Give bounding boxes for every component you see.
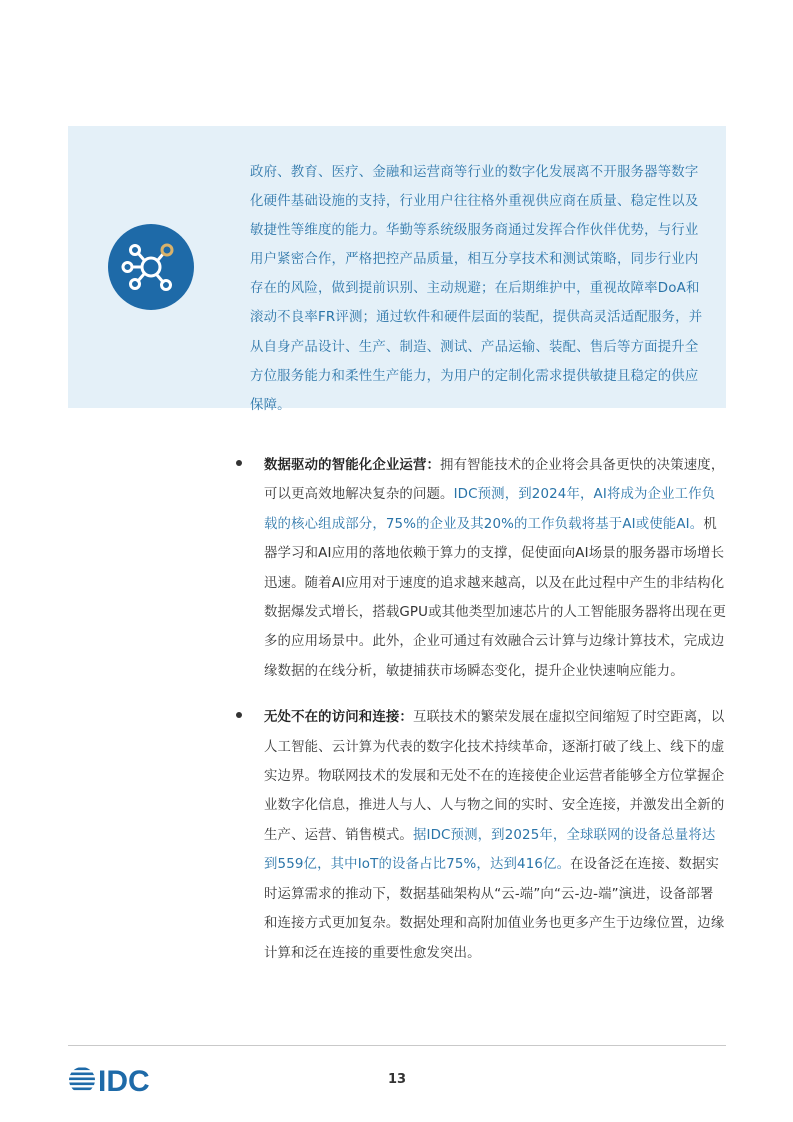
callout-box xyxy=(68,126,726,413)
bullet-body: 拥有智能技术的企业将会具备更快的决策速度，可以更高效地解决复杂的问题。 xyxy=(264,458,725,503)
bullet-list xyxy=(236,451,726,985)
bullet-body: 机器学习和AI应用的落地依赖于算力的支撑，促使面向AI场景的服务器市场增长迅速。随着AI应用对于速度的追求越来越高，以及在此过程中产生的非结构化数据爆发式增长，搭载GPU或其他类型加速芯片的人工智能服务器将出现在更多的应用场景中。此外，企业可通过有效融合云计算与边缘计算技术，完成边缘数据的在线分析，敏捷捕获市场瞬态变化，提升企业快速响应能力。 xyxy=(264,516,726,679)
bullet-title: 数据驱动的智能化企业运营： xyxy=(264,458,441,473)
bullet-text xyxy=(264,451,726,686)
footer-divider xyxy=(68,1045,726,1046)
idc-globe-icon xyxy=(68,1068,96,1091)
idc-logo xyxy=(68,1065,168,1095)
page-number: 13 xyxy=(388,1072,407,1087)
bullet-text xyxy=(264,703,726,968)
bullet-dot xyxy=(236,460,242,466)
list-item xyxy=(236,703,726,968)
callout-text: 政府、教育、医疗、金融和运营商等行业的数字化发展离不开服务器等数字化硬件基础设施的支持，行业用户往往格外重视供应商在质量、稳定性以及敏捷性等维度的能力。华勤等系统级服务商通过发挥合作伙伴优势，与行业用户紧密合作，严格把控产品质量，相互分享技术和测试策略，同步行业内存在的风险，做到提前识别、主动规避；在后期维护中，重视故障率DoA和滚动不良率FR评测；通过软件和硬件层面的装配，提供高灵活适配服务，并从自身产品设计、生产、制造、测试、产品运输、装配、售后等方面提升全方位服务能力和柔性生产能力，为用户的定制化需求提供敏捷且稳定的供应保障。 xyxy=(250,165,703,413)
bullet-highlight: 据IDC预测，到2025年，全球联网的设备总量将达到559亿，其中IoT的设备占比75%，达到416亿。 xyxy=(264,827,716,873)
logo-text: IDC xyxy=(98,1065,150,1095)
bullet-dot xyxy=(236,712,242,718)
bullet-highlight: IDC预测，到2024年，AI将成为企业工作负载的核心组成部分，75%的企业及其20%的工作负载将基于AI或使能AI。 xyxy=(264,487,716,532)
list-item xyxy=(236,451,726,686)
bullet-title: 无处不在的访问和连接： xyxy=(264,710,413,726)
bullet-body: 互联技术的繁荣发展在虚拟空间缩短了时空距离，以人工智能、云计算为代表的数字化技术持续革命，逐渐打破了线上、线下的虚实边界。物联网技术的发展和无处不在的连接使企业运营者能够全方位掌握企业数字化信息，推进人与人、人与物之间的实时、安全连接，并激发出全新的生产、运营、销售模式。 xyxy=(264,710,725,843)
network-nodes-icon xyxy=(108,224,194,310)
bullet-body: 在设备泛在连接、数据实时运算需求的推动下，数据基础架构从“云-端”向“云-边-端”演进，设备部署和连接方式更加复杂。数据处理和高附加值业务也更多产生于边缘位置，边缘计算和泛在连接的重要性愈发突出。 xyxy=(264,857,725,961)
